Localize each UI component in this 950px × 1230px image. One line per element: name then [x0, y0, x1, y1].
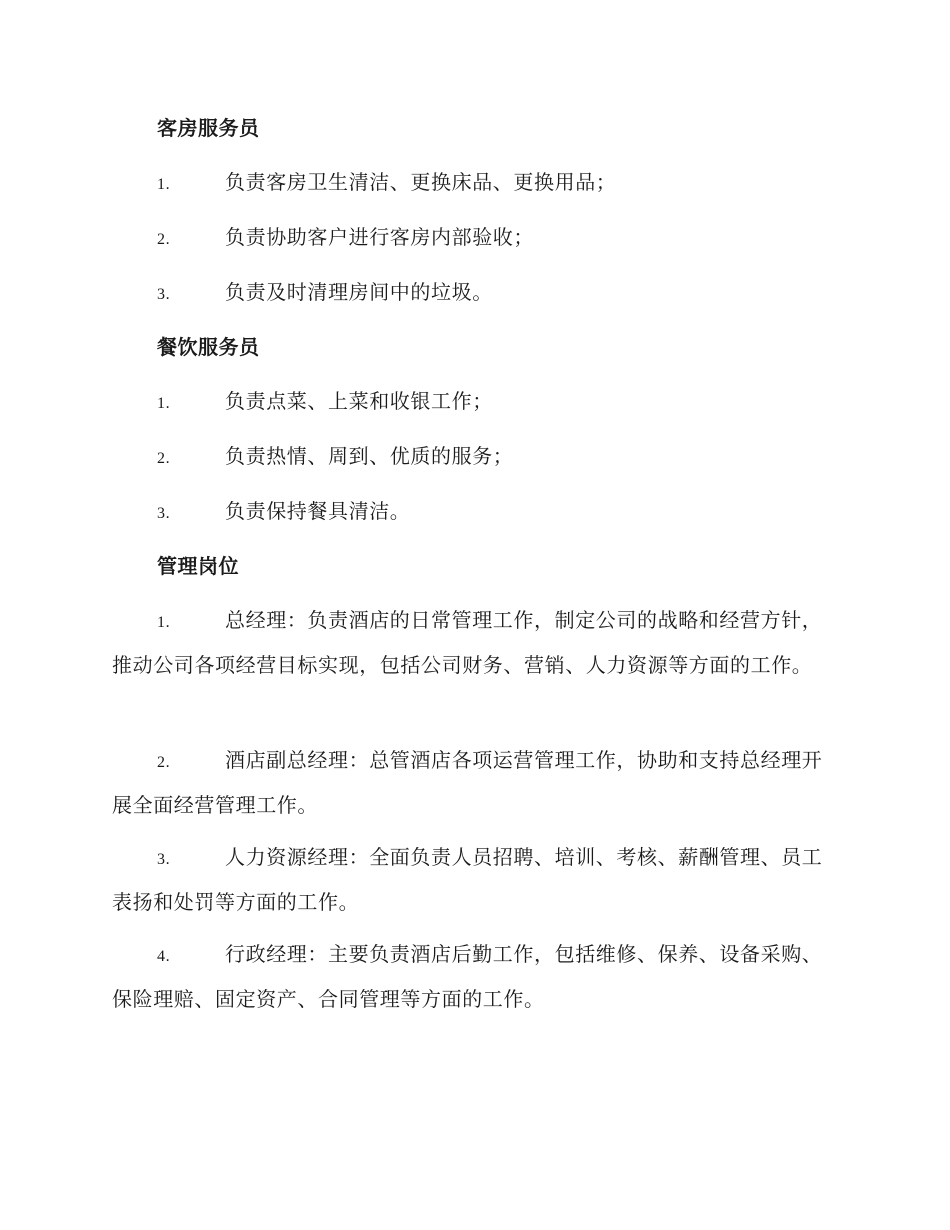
section-heading-housekeeping: 客房服务员: [157, 116, 260, 140]
list-item: [112, 836, 837, 923]
list-number: 3.: [157, 505, 171, 522]
list-number: 2.: [157, 450, 171, 467]
list-text: 负责及时清理房间中的垃圾。: [225, 280, 493, 304]
list-text: 酒店副总经理：总管酒店各项运营管理工作，协助和支持总经理开展全面经营管理工作。: [112, 748, 823, 817]
list-number: 2.: [157, 231, 171, 248]
list-item: [112, 442, 837, 473]
list-item: [112, 278, 837, 309]
list-number: 1.: [157, 614, 171, 631]
list-number: 3.: [157, 286, 171, 303]
list-text: 人力资源经理：全面负责人员招聘、培训、考核、薪酬管理、员工表扬和处罚等方面的工作。: [112, 845, 823, 914]
list-item: [112, 168, 837, 199]
list-number: 1.: [157, 395, 171, 412]
list-text: 负责协助客户进行客房内部验收；: [225, 225, 534, 249]
list-item: [112, 933, 837, 1020]
list-number: 3.: [157, 851, 171, 868]
list-text: 负责保持餐具清洁。: [225, 499, 411, 523]
list-text: 负责客房卫生清洁、更换床品、更换用品；: [225, 170, 617, 194]
list-number: 1.: [157, 176, 171, 193]
list-text: 负责热情、周到、优质的服务；: [225, 444, 514, 468]
list-number: 4.: [157, 948, 171, 965]
list-item: [112, 497, 837, 528]
list-number: 2.: [157, 754, 171, 771]
list-item: [112, 387, 837, 418]
list-item: [112, 223, 837, 254]
list-item: [112, 739, 837, 826]
section-heading-management: 管理岗位: [157, 554, 239, 578]
list-item: [112, 599, 837, 686]
list-text: 行政经理：主要负责酒店后勤工作，包括维修、保养、设备采购、保险理赔、固定资产、合同管理等方面的工作。: [112, 942, 823, 1011]
list-text: 总经理：负责酒店的日常管理工作，制定公司的战略和经营方针，推动公司各项经营目标实现，包括公司财务、营销、人力资源等方面的工作。: [112, 608, 823, 677]
section-heading-dining: 餐饮服务员: [157, 335, 260, 359]
list-text: 负责点菜、上菜和收银工作；: [225, 389, 493, 413]
